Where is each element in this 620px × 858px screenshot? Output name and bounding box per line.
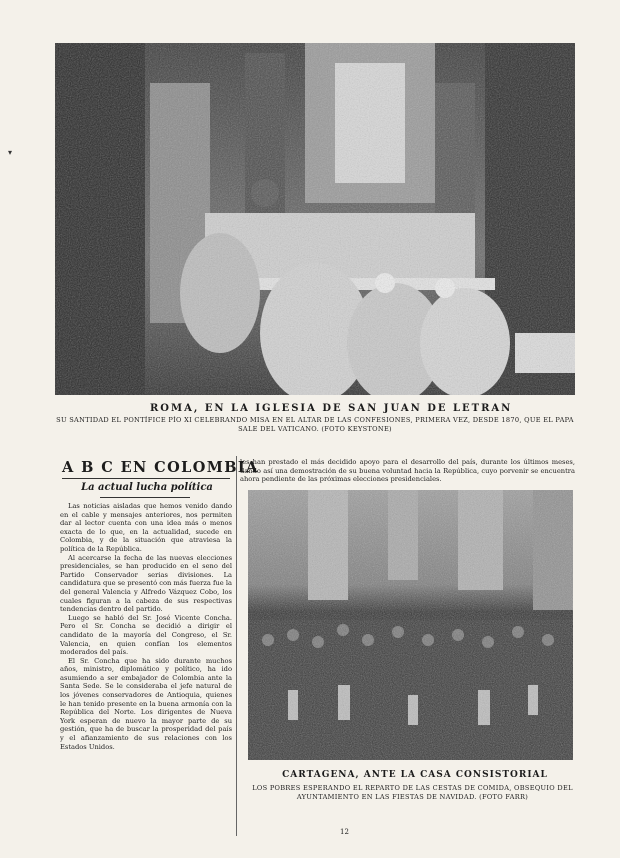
lateran-mass-photo	[55, 43, 575, 395]
article-paragraph: Las noticias aisladas que hemos venido dando en el cable y mensajes anteriores, nos permiten dar al lector cuenta con una idea más o menos exacta de lo que, en la actualidad, sucede en Colombia, y de la situación que atraviesa la política de la República.	[60, 502, 232, 553]
bottom-photo-caption-title: CARTAGENA, ANTE LA CASA CONSISTORIAL	[282, 770, 548, 780]
subhead-rule	[100, 497, 190, 498]
top-photo-caption-body: SU SANTIDAD EL PONTÍFICE PÍO XI CELEBRANDO MISA EN EL ALTAR DE LAS CONFESIONES, PRIMERA VEZ, DESDE 1870, QUE EL PAPA SALE DEL VATICANO. (FOTO KEYSTONE)	[56, 416, 574, 433]
headline-rule	[62, 478, 230, 479]
article-headline: A B C EN COLOMBIA	[62, 459, 259, 476]
article-left-column	[60, 502, 232, 837]
bottom-photo-caption-body: LOS POBRES ESPERANDO EL REPARTO DE LAS CESTAS DE COMIDA, OBSEQUIO DEL AYUNTAMIENTO EN LAS FIESTAS DE NAVIDAD. (FOTO FARR)	[252, 784, 573, 801]
cartagena-crowd-photo	[248, 490, 573, 760]
article-right-intro: les han prestado el más decidido apoyo para el desarrollo del país, durante los últimos meses, dando así una demostración de su buena voluntad hacia la República, cuyo porvenir se encuentra ahora pendiente de las próximas elecciones presidenciales.	[240, 458, 575, 484]
article-paragraph: Al acercarse la fecha de las nuevas elecciones presidenciales, se han producido en el seno del Partido Conservador serias divisiones. La candidatura que se presentó con más fuerza fue la del general Valencia y Alfredo Vázquez Cobo, los cuales figuran a la cabeza de sus respectivas tendencias dentro del partido.	[60, 553, 232, 614]
margin-mark: ▾	[8, 148, 13, 157]
article-paragraph: El Sr. Concha que ha sido durante muchos años, ministro, diplomático y político, ha ido asumiendo a ser embajador de Colombia ante la Santa Sede. Se le consideraba el jefe natural de los jóvenes conservadores de Antioquia, quienes le han tenido presente en la buena armonía con la República del Norte. Los dirigentes de Nueva York esperan de nuevo la mayor parte de su gestión, que ha de buscar la prosperidad del país y el afianzamiento de sus relaciones con los Estados Unidos.	[60, 656, 232, 751]
top-photo-caption-title: ROMA, EN LA IGLESIA DE SAN JUAN DE LETRAN	[150, 403, 513, 414]
article-subhead: La actual lucha política	[81, 482, 213, 493]
article-paragraph: Luego se habló del Sr. José Vicente Concha. Pero el Sr. Concha se decidió a dirigir el candidato de la mayoría del Congreso, el Sr. Valencia, en quien confían los elementos moderados del país.	[60, 613, 232, 657]
page-number: 12	[340, 828, 349, 836]
column-divider	[236, 456, 237, 836]
